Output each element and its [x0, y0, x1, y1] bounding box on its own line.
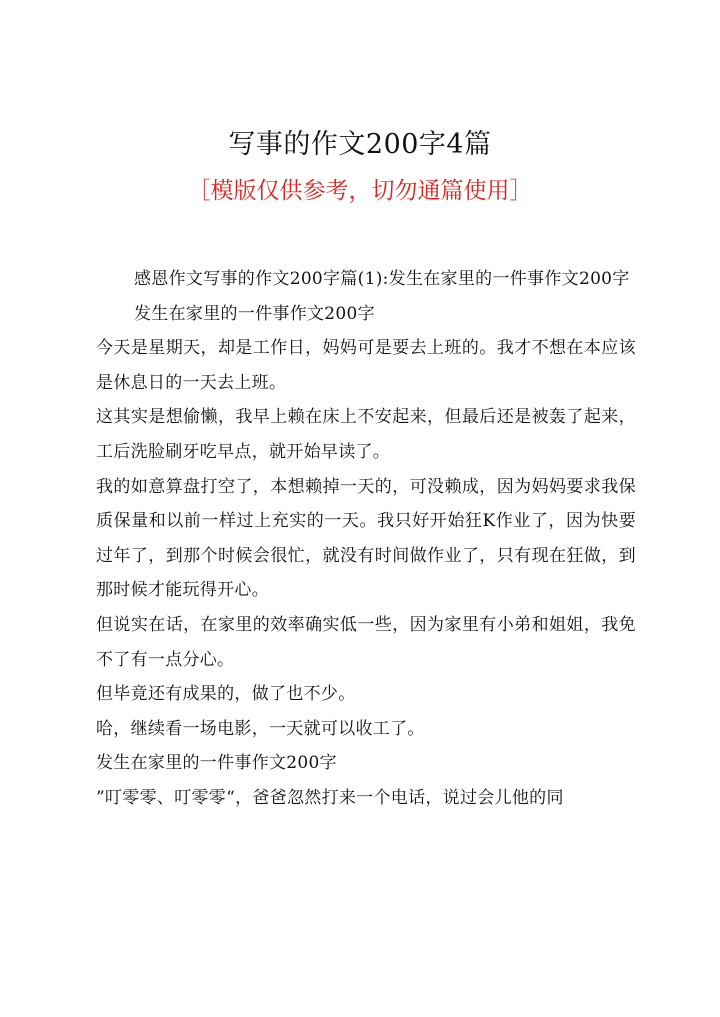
- paragraph: ”叮零零、叮零零“，爸爸忽然打来一个电话，说过会儿他的同: [96, 787, 564, 808]
- paragraph: 感恩作文写事的作文200字篇(1):发生在家里的一件事作文200字: [134, 269, 630, 289]
- document-title: 写事的作文200字4篇: [228, 129, 492, 160]
- paragraph: 哈，继续看一场电影，一天就可以收工了。: [96, 718, 425, 739]
- paragraph: 发生在家里的一件事作文200字: [96, 753, 337, 774]
- paragraph: 发生在家里的一件事作文200字: [134, 303, 375, 324]
- document-body: [96, 262, 636, 816]
- paragraph: 但说实在话，在家里的效率确实低一些，因为家里有小弟和姐姐，我免不了有一点分心。: [96, 614, 636, 670]
- paragraph: 这其实是想偷懒，我早上赖在床上不安起来，但最后还是被轰了起来，工后洗脸刷牙吃早点，就开始早读了。: [96, 407, 636, 462]
- paragraph: 但毕竟还有成果的，做了也不少。: [96, 684, 356, 705]
- paragraph: 今天是星期天，却是工作日，妈妈可是要去上班的。我才不想在本应该是休息日的一天去上班。: [96, 338, 636, 393]
- paragraph: 我的如意算盘打空了，本想赖掉一天的，可没赖成，因为妈妈要求我保质保量和以前一样过上充实的一天。我只好开始狂K作业了，因为快要过年了，到那个时候会很忙，就没有时间做作业了，只有现在狂做，到那时候才能玩得开心。: [96, 476, 636, 601]
- document-subtitle: ［模版仅供参考，切勿通篇使用］: [187, 178, 533, 204]
